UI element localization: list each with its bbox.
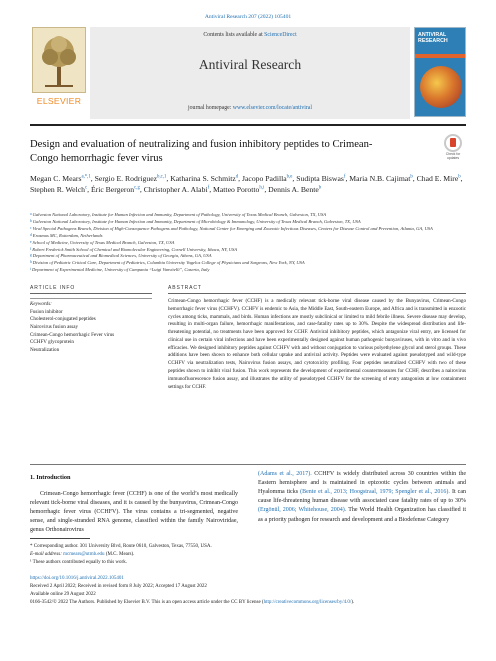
contents-line: [90, 32, 410, 38]
footnote-divider: [30, 538, 90, 539]
abstract-heading: ABSTRACT: [168, 285, 202, 291]
author[interactable]: Éric Bergeron$^{c,g}$: [90, 185, 140, 195]
masthead-center: [90, 27, 410, 119]
email-link[interactable]: mcmears@utmb.edu: [63, 551, 105, 557]
sciencedirect-link[interactable]: ScienceDirect: [264, 32, 297, 38]
journal-cover[interactable]: [414, 27, 466, 117]
introduction-heading: 1. Introduction: [30, 474, 71, 481]
keywords-list: [30, 301, 152, 354]
author[interactable]: Maria N.B. Cajimat$^b$: [349, 174, 413, 183]
citation-link[interactable]: (Adams et al., 2017).: [258, 471, 312, 477]
affiliation: $^e$School of Medicine, University of Texas Medical Branch, Galveston, TX, USA: [30, 239, 175, 245]
article-info-heading: ARTICLE INFO: [30, 285, 76, 291]
author[interactable]: Katharina S. Schmitz$^d$: [170, 174, 239, 183]
equal-contribution-note: ¹ These authors contributed equally to this work.: [30, 559, 127, 565]
crossmark-label: Check for updates: [445, 152, 461, 160]
header-divider: [30, 124, 466, 126]
journal-reference[interactable]: Antiviral Research 207 (2022) 105401: [204, 14, 292, 20]
author[interactable]: Jacopo Padilla$^{b,e}$: [242, 174, 293, 183]
license-link[interactable]: http://creativecommons.org/licenses/by/4.0/: [263, 600, 352, 605]
keyword: Neutralization: [30, 346, 60, 353]
article-history: [30, 575, 466, 607]
article-info-divider: [30, 293, 152, 294]
journal-masthead: [30, 27, 466, 121]
author[interactable]: Matteo Porotto$^{h,i}$: [213, 185, 265, 195]
contents-prefix: Contents lists available at: [203, 32, 265, 38]
tree-icon: [32, 27, 86, 93]
citation-link[interactable]: (Ergönül, 2006; Whitehouse, 2004).: [258, 507, 347, 514]
crossmark-icon: [444, 134, 462, 152]
affiliation: $^d$Erasmus MC, Rotterdam, Netherlands: [30, 232, 103, 238]
cover-band: [415, 54, 466, 58]
author[interactable]: Christopher A. Alabi$^f$: [143, 185, 210, 195]
doi-link[interactable]: https://doi.org/10.1016/j.antiviral.2022.105401: [30, 576, 124, 581]
author[interactable]: Chad E. Mire$^b$: [416, 174, 461, 183]
keyword: CCHFV glycoprotein: [30, 339, 74, 346]
author-list: Megan C. Mears$^{a,*,1}$, Sergio E. Rodriguez$^{b,c,1}$, Katharina S. Schmitz$^d$, Jacopo Padilla$^{b,e}$, Sudipta Biswas$^f$, Maria N.B. Cajimat$^b$, Chad E. Mire$^b$, Stephen R. Welch$^c$, Éric Bergeron$^{c,g}$, Christopher A. Alabi$^f$, Matteo Porotto$^{h,i}$, Dennis A. Bente$^b$: [30, 174, 463, 195]
introduction-continued: (Adams et al., 2017). CCHFV is widely distributed across 30 countries within the Eastern hemisphere and is maintained in epizootic cycles between animals and Hyalomma ticks (Bente et al., 2013; Hoogstraal, 1979; Spengler et al., 2016). It can cause life-threatening human disease with associated case fatality rates of up to 30% (Ergönül, 2006; Whitehouse, 2004). The World Health Organization has classified it as a priority pathogen for research and development and a Biodefense Category: [258, 471, 467, 523]
abstract-text: Crimean-Congo hemorrhagic fever (CCHF) is a medically relevant tick-borne viral disease caused by the Bunyavirus, Crimean-Congo hemorrhagic fever virus (CCHFV). CCHFV is endemic to Asia, the Middle East, South-eastern Europe, and Africa and is transmitted in enzootic cycles among ticks, mammals, and birds. Human infections are mostly subclinical or limited to mild febrile illness. Severe disease may develop, resulting in multi-organ failure, hemorrhagic manifestations, and case-fatality rates up to 30%. Despite the widespread distribution and life-threatening potential, no treatments have been approved for CCHF. Antiviral inhibitory peptides, which antagonize viral entry, are licensed for clinical use in certain viral infections and have been experimentally designed against human pathogenic bunyaviruses, with in vitro and in vivo efficacies. We designed inhibitory peptides against CCHFV with and without conjugation to various polyethylene glycol and sterol groups. These additions have been shown to enhance both cellular uptake and antiviral activity. Peptides were evaluated against pseudotyped and wild-type CCHFV via neutralization tests, Nairovirus fusion assays, and cytotoxicity profiling. Four peptides neutralized CCHFV with two of these peptides shown to inhibit viral fusion. This work represents the development of experimental countermeasures for CCHF, describes a nairovirus immunofluorescence fusion assay, and illustrates the utility of pseudotyped CCHFV for the screening of entry antagonists at low containment settings for CCHF.: [168, 298, 466, 390]
received-dates: Received 2 April 2022; Received in revised form 8 July 2022; Accepted 17 August 2022: [30, 584, 207, 589]
introduction-text: Crimean-Congo hemorrhagic fever (CCHF) is one of the world’s most medically relevant tick-borne viral diseases, and it is caused by the bunyavirus, Crimean-Congo hemorrhagic fever virus (CCHFV). The virus contains a tri-segmented, negative sense, and single-stranded RNA genome, classified within the family Nairoviridae, genus Orthonairovirus: [30, 491, 238, 534]
affiliation: $^b$Galveston National Laboratory, Institute for Human Infection and Immunity, Department of Microbiology & Immunology, University of Texas Medical Branch, Galveston, TX, USA: [30, 218, 361, 224]
license-note: 0166-3542/© 2022 The Authors. Published by Elsevier B.V. This is an open access article under the CC BY license (http://creativecommons.org/licenses/by/4.0/).: [30, 600, 355, 605]
email-note: E-mail address: mcmears@utmb.edu (M.C. Mears).: [30, 551, 135, 557]
online-date: Available online 29 August 2022: [30, 592, 96, 597]
affiliation: $^g$Department of Pharmaceutical and Biomedical Sciences, University of Georgia, Athens, GA, USA: [30, 253, 212, 259]
footnotes: [30, 543, 466, 566]
crossmark-badge[interactable]: [440, 134, 466, 160]
affiliation: $^f$Robert Frederick Smith School of Chemical and Biomolecular Engineering, Cornell University, Ithaca, NY, USA: [30, 246, 238, 252]
journal-homepage-link[interactable]: www.elsevier.com/locate/antiviral: [232, 105, 312, 111]
keyword: Cholesterol-conjugated peptides: [30, 316, 96, 323]
affiliation: $^c$Viral Special Pathogens Branch, Division of High-Consequence Pathogens and Pathology, National Center for Emerging and Zoonotic Infectious Diseases, Centers for Disease Control and Prevention, Atlanta, GA, USA: [30, 225, 433, 231]
keyword: Crimean-Congo hemorrhagic Fever virus: [30, 331, 115, 338]
affiliation: $^h$Division of Pediatric Critical Care, Department of Pediatrics, Columbia University Vagelos College of Physicians and Surgeons, New York, NY, USA: [30, 260, 305, 266]
body-divider: [30, 464, 466, 465]
keywords-divider: [30, 298, 152, 299]
homepage-line: [90, 105, 410, 111]
author[interactable]: Stephen R. Welch$^c$: [30, 185, 88, 195]
paper-title: Design and evaluation of neutralizing and fusion inhibitory peptides to Crimean-Congo hemorrhagic fever virus: [30, 139, 373, 165]
cover-virus-image: [420, 66, 462, 108]
author[interactable]: Sudipta Biswas$^f$: [296, 174, 346, 183]
abstract-divider: [168, 293, 466, 294]
corresponding-author-note: * Corresponding author. 301 University Blvd, Route 0610, Galveston, Texas, 77550, USA.: [30, 544, 212, 549]
journal-name: Antiviral Research: [198, 57, 302, 72]
cover-title: ANTIVIRAL RESEARCH: [418, 32, 448, 45]
affiliation-list: [30, 212, 466, 274]
elsevier-logo[interactable]: [30, 27, 88, 119]
homepage-prefix: journal homepage:: [188, 105, 233, 111]
keywords-label: Keywords:: [30, 301, 52, 307]
affiliation: $^a$Galveston National Laboratory, Institute for Human Infection and Immunity, Department of Pathology, University of Texas Medical Branch, Galveston, TX, USA: [30, 212, 327, 217]
author[interactable]: Megan C. Mears$^{a,*,1}$: [30, 174, 91, 183]
affiliation: $^i$Department of Experimental Medicine, University of Campania “Luigi Vanvitelli”, Caserta, Italy: [30, 267, 210, 273]
publisher-name: ELSEVIER: [36, 96, 82, 106]
keyword: Nairovirus fusion assay: [30, 323, 79, 330]
citation-link[interactable]: (Bente et al., 2013; Hoogstraal, 1979; Spengler et al., 2016).: [300, 489, 450, 496]
author[interactable]: Sergio E. Rodriguez$^{b,c,1}$: [94, 174, 167, 183]
keyword: Fusion inhibitor: [30, 308, 63, 315]
author[interactable]: Dennis A. Bente$^b$: [268, 185, 322, 195]
